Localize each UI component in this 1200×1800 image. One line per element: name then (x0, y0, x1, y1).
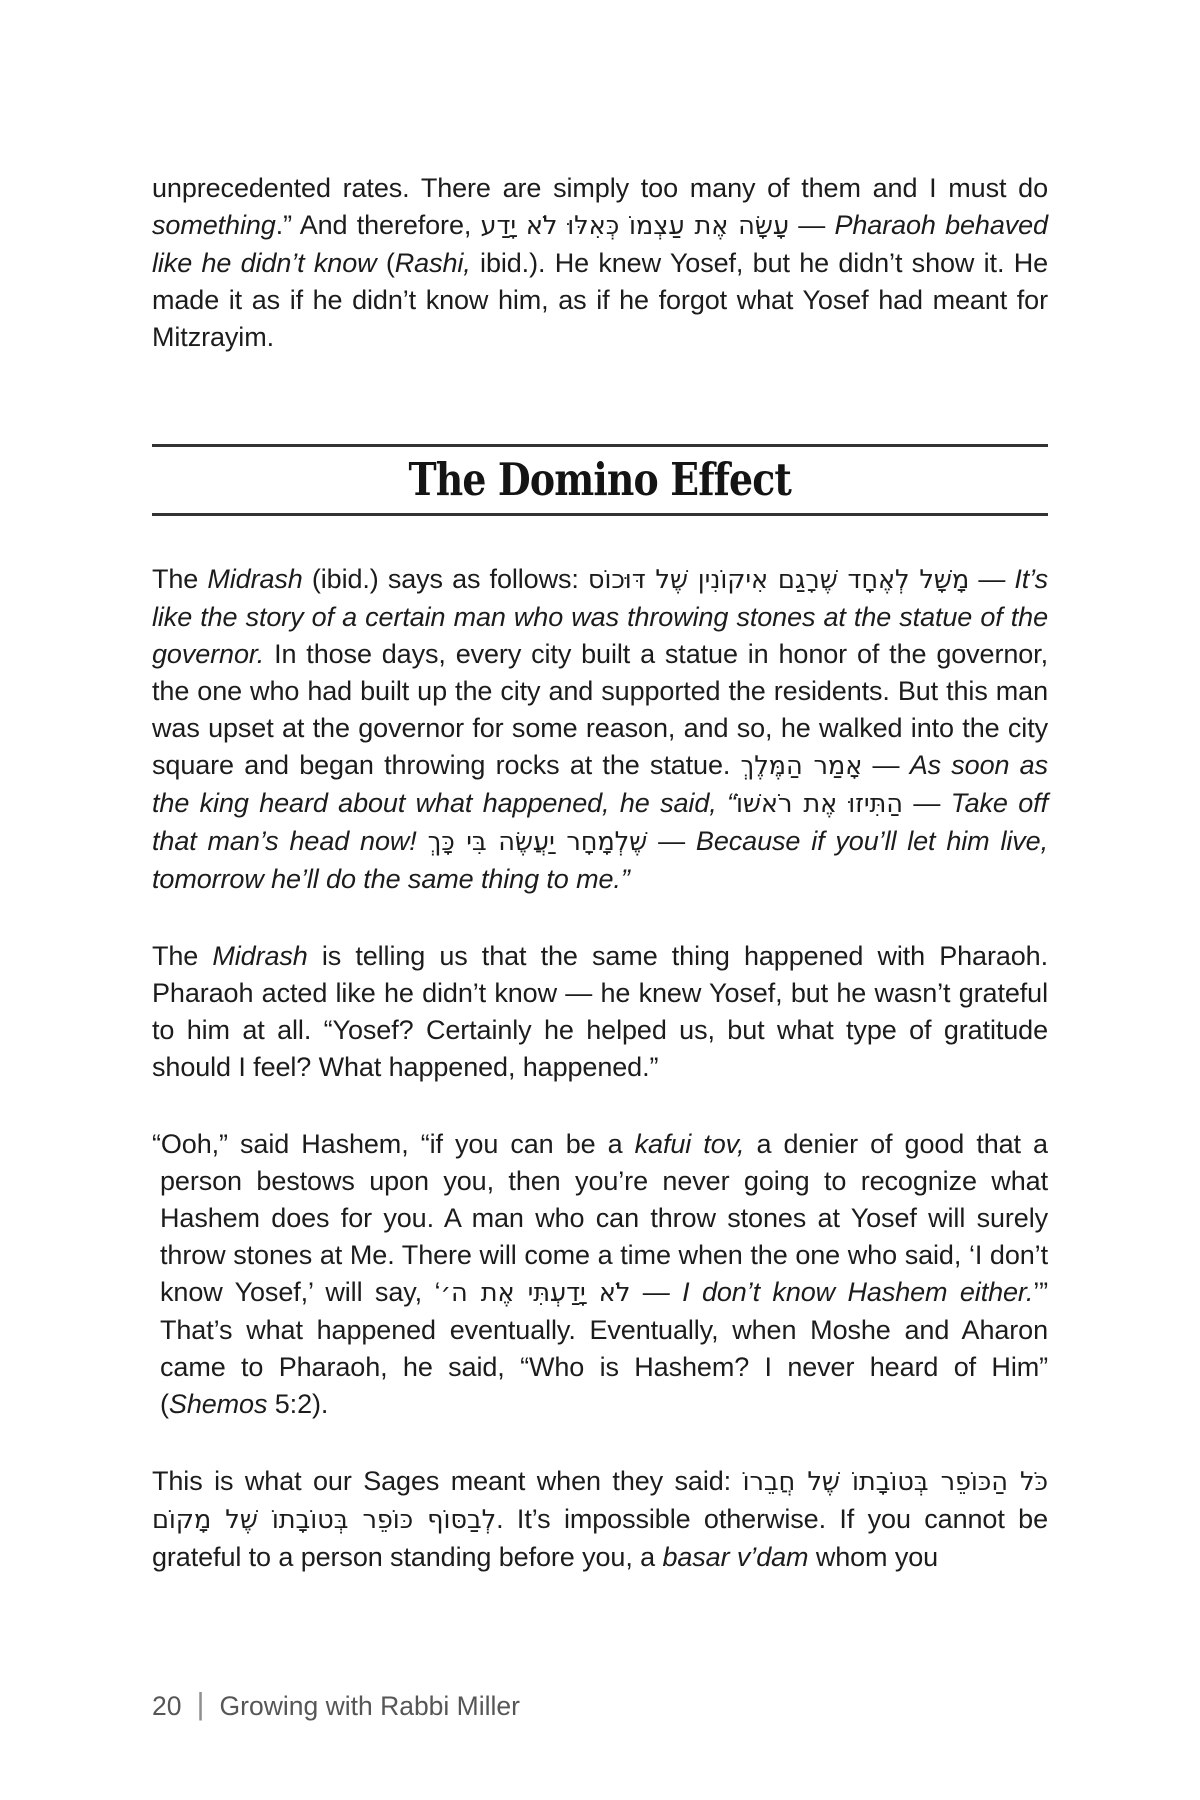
paragraph-sages (152, 1463, 1048, 1576)
italic-text: Take off that man’s head now! (152, 788, 1048, 856)
hebrew-phrase: כֹּל הַכּוֹפֵר בְּטוֹבָתוֹ שֶׁל חֲבֵרוֹ לְבַסּוֹף כּוֹפֵר בְּטוֹבָתוֹ שֶׁל מָקוֹם (152, 1467, 1048, 1535)
body-text: a denier of good that a person bestows upon you, then you’re never going to recognize what Hashem does for you. A man who can throw stones at Yosef will surely throw stones at Me. There will come a time when the one who said, ‘I don’t know Yosef,’ will say, ‘ (160, 1129, 1048, 1307)
italic-text: basar v’dam (662, 1542, 809, 1572)
hebrew-phrase: הַתִּיזוּ אֶת רֹאשׁוֹ (735, 789, 903, 819)
paragraph-midrash (152, 561, 1048, 898)
italic-text: Shemos (168, 1389, 268, 1419)
section-heading (152, 453, 1048, 506)
hebrew-phrase: אָמַר הַמֶּלֶךְ (740, 751, 863, 781)
footer-divider: | (196, 1686, 205, 1721)
hebrew-phrase: לֹא יָדַעְתִּי אֶת ה׳ (440, 1278, 631, 1308)
body-text: (ibid.) says as follows: (302, 564, 588, 594)
paragraph-explanation (152, 938, 1048, 1086)
book-page-content (152, 170, 1048, 1616)
italic-text: It’s like the story of a certain man who was throwing stones at the statue of the governor. (152, 564, 1048, 669)
body-text: The (152, 564, 208, 594)
hebrew-phrase: עָשָׂה אֶת עַצְמוֹ כְּאִלּוּ לֹא יָדַע (480, 211, 790, 241)
hebrew-phrase: מָשָׁל לְאֶחָד שֶׁרָגַם אִיקוֹנִין שֶׁל דּוּכוֹס (587, 565, 970, 595)
italic-text: Because if you’ll let him live, tomorrow he’ll do the same thing to me.” (152, 826, 1049, 894)
body-text: This is what our Sages meant when they said: (152, 1466, 743, 1496)
body-text: — (969, 564, 1015, 594)
page-number: 20 (152, 1690, 182, 1721)
italic-text: Rashi, (394, 248, 471, 278)
body-text: “Ooh,” said Hashem, “if you can be a (152, 1129, 635, 1159)
body-text: unprecedented rates. There are simply too many of them and I must do (152, 173, 1048, 203)
body-text: . It’s impossible otherwise. If you cannot be grateful to a person standing before you, a (152, 1504, 1048, 1572)
body-text: The (152, 941, 213, 971)
italic-text: I don’t know Hashem either. (682, 1277, 1034, 1307)
italic-text: kafui tov, (634, 1129, 745, 1159)
italic-text: something (152, 210, 276, 240)
paragraph-continuation (152, 170, 1048, 356)
paragraph-hashem-quote (152, 1126, 1048, 1423)
page-footer (152, 1688, 520, 1724)
body-text: .” And therefore, (275, 210, 481, 240)
body-text: In those days, every city built a statue in honor of the governor, the one who had built up the city and supported the residents. But this man was upset at the governor for some reason, and so, he walked into the city square and began throwing rocks at the statue. (152, 639, 1048, 780)
body-text: 5:2). (267, 1389, 329, 1419)
italic-text: Pharaoh behaved like he didn’t know (152, 210, 1048, 278)
body-text: — (902, 788, 951, 818)
italic-text: As soon as the king heard about what happened, he said, “ (152, 750, 1048, 818)
body-text: — (647, 826, 696, 856)
book-title: Growing with Rabbi Miller (219, 1690, 520, 1721)
section-heading-text: The Domino Effect (408, 453, 792, 506)
body-text: ( (376, 248, 395, 278)
italic-text: Midrash (212, 941, 308, 971)
body-text: — (630, 1277, 683, 1307)
body-text: ibid.). He knew Yosef, but he didn’t show it. He made it as if he didn’t know him, as if he forgot what Yosef had meant for Mitzrayim. (152, 248, 1049, 352)
section-heading-block (152, 444, 1048, 516)
body-text: ’” That’s what happened eventually. Eventually, when Moshe and Aharon came to Pharaoh, he said, “Who is Hashem? I never heard of Him” ( (160, 1277, 1049, 1419)
hebrew-phrase: שֶׁלְמָחָר יַעֲשֶׂה בִּי כָּךְ (427, 827, 648, 857)
body-text: is telling us that the same thing happened with Pharaoh. Pharaoh acted like he didn’t know — he knew Yosef, but he wasn’t grateful to him at all. “Yosef? Certainly he helped us, but what type of gratitude should I feel? What happened, happened.” (152, 941, 1048, 1082)
body-text: whom you (808, 1542, 939, 1572)
italic-text: Midrash (207, 564, 303, 594)
body-text: — (862, 750, 910, 780)
body-text: — (789, 210, 835, 240)
